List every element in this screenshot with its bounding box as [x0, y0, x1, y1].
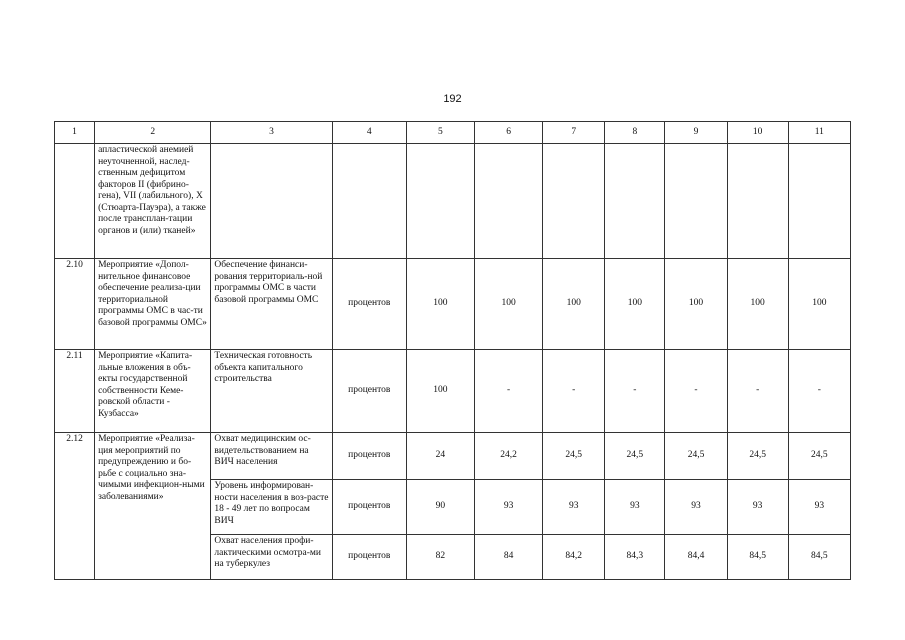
value-cell: 84,5 — [788, 535, 850, 580]
value-cell: 93 — [605, 480, 665, 535]
value-cell: - — [605, 350, 665, 433]
event-cell: Мероприятие «Реализа-ция мероприятий по предупреждению и бо-рьбе с социально зна-чимыми инфекцион-ными заболеваниями» — [95, 433, 211, 580]
header-cell: 5 — [406, 122, 474, 144]
value-cell: 24 — [406, 433, 474, 480]
value-cell: 24,5 — [788, 433, 850, 480]
value-cell: 93 — [665, 480, 727, 535]
value-cell: - — [475, 350, 543, 433]
value-cell: 100 — [406, 259, 474, 350]
indicator-cell: Уровень информирован-ности населения в воз-расте 18 - 49 лет по вопросам ВИЧ — [211, 480, 332, 535]
value-cell: - — [727, 350, 788, 433]
value-cell: 84 — [475, 535, 543, 580]
row-number-cell: 2.12 — [55, 433, 95, 580]
header-row — [55, 122, 851, 144]
row-number-cell: 2.11 — [55, 350, 95, 433]
value-cell: 93 — [475, 480, 543, 535]
value-cell: - — [665, 350, 727, 433]
value-cell — [665, 144, 727, 259]
value-cell — [727, 144, 788, 259]
header-cell: 10 — [727, 122, 788, 144]
value-cell: 100 — [406, 350, 474, 433]
value-cell: 24,2 — [475, 433, 543, 480]
indicator-cell: Охват медицинским ос-видетельствованием на ВИЧ населения — [211, 433, 332, 480]
header-cell: 4 — [332, 122, 406, 144]
value-cell — [543, 144, 605, 259]
table-row — [55, 350, 851, 433]
value-cell: 24,5 — [543, 433, 605, 480]
event-cell: Мероприятие «Капита-льные вложения в объ-екты государственной собственности Кеме-ровской области - Кузбасса» — [95, 350, 211, 433]
value-cell: 84,4 — [665, 535, 727, 580]
value-cell: 90 — [406, 480, 474, 535]
value-cell: 84,2 — [543, 535, 605, 580]
unit-cell — [332, 144, 406, 259]
header-cell: 3 — [211, 122, 332, 144]
unit-cell: процентов — [332, 350, 406, 433]
value-cell: 24,5 — [727, 433, 788, 480]
value-cell: - — [788, 350, 850, 433]
table-row — [55, 259, 851, 350]
event-cell: Мероприятие «Допол-нительное финансовое обеспечение реализа-ции территориальной программы ОМС в час-ти базовой программы ОМС» — [95, 259, 211, 350]
table-row — [55, 433, 851, 480]
unit-cell: процентов — [332, 259, 406, 350]
value-cell: 82 — [406, 535, 474, 580]
indicators-table — [54, 121, 851, 580]
header-cell: 7 — [543, 122, 605, 144]
header-cell: 8 — [605, 122, 665, 144]
row-number-cell — [55, 144, 95, 259]
value-cell: 24,5 — [605, 433, 665, 480]
value-cell: 100 — [665, 259, 727, 350]
value-cell: 93 — [788, 480, 850, 535]
value-cell: 84,5 — [727, 535, 788, 580]
value-cell: 93 — [727, 480, 788, 535]
value-cell: 24,5 — [665, 433, 727, 480]
value-cell — [605, 144, 665, 259]
value-cell — [788, 144, 850, 259]
table-row — [55, 144, 851, 259]
value-cell: 100 — [788, 259, 850, 350]
header-cell: 6 — [475, 122, 543, 144]
value-cell: 93 — [543, 480, 605, 535]
header-cell: 2 — [95, 122, 211, 144]
row-number-cell: 2.10 — [55, 259, 95, 350]
event-cell: апластической анемией неуточненной, наслед-ственным дефицитом факторов II (фибрино-гена), VII (лабильного), X (Стюарта-Пауэра), а также после трансплан-тации органов и (или) тканей» — [95, 144, 211, 259]
indicator-cell: Обеспечение финанси-рования территориаль-ной программы ОМС в части базовой программы ОМС — [211, 259, 332, 350]
page-number: 192 — [443, 93, 462, 105]
header-cell: 1 — [55, 122, 95, 144]
indicator-cell: Техническая готовность объекта капитального строительства — [211, 350, 332, 433]
unit-cell: процентов — [332, 535, 406, 580]
header-cell: 9 — [665, 122, 727, 144]
unit-cell: процентов — [332, 433, 406, 480]
unit-cell: процентов — [332, 480, 406, 535]
value-cell: 100 — [543, 259, 605, 350]
indicator-cell: Охват населения профи-лактическими осмотра-ми на туберкулез — [211, 535, 332, 580]
value-cell: 100 — [605, 259, 665, 350]
indicator-cell — [211, 144, 332, 259]
value-cell: 84,3 — [605, 535, 665, 580]
value-cell: - — [543, 350, 605, 433]
header-cell: 11 — [788, 122, 850, 144]
value-cell — [406, 144, 474, 259]
value-cell: 100 — [727, 259, 788, 350]
value-cell — [475, 144, 543, 259]
value-cell: 100 — [475, 259, 543, 350]
